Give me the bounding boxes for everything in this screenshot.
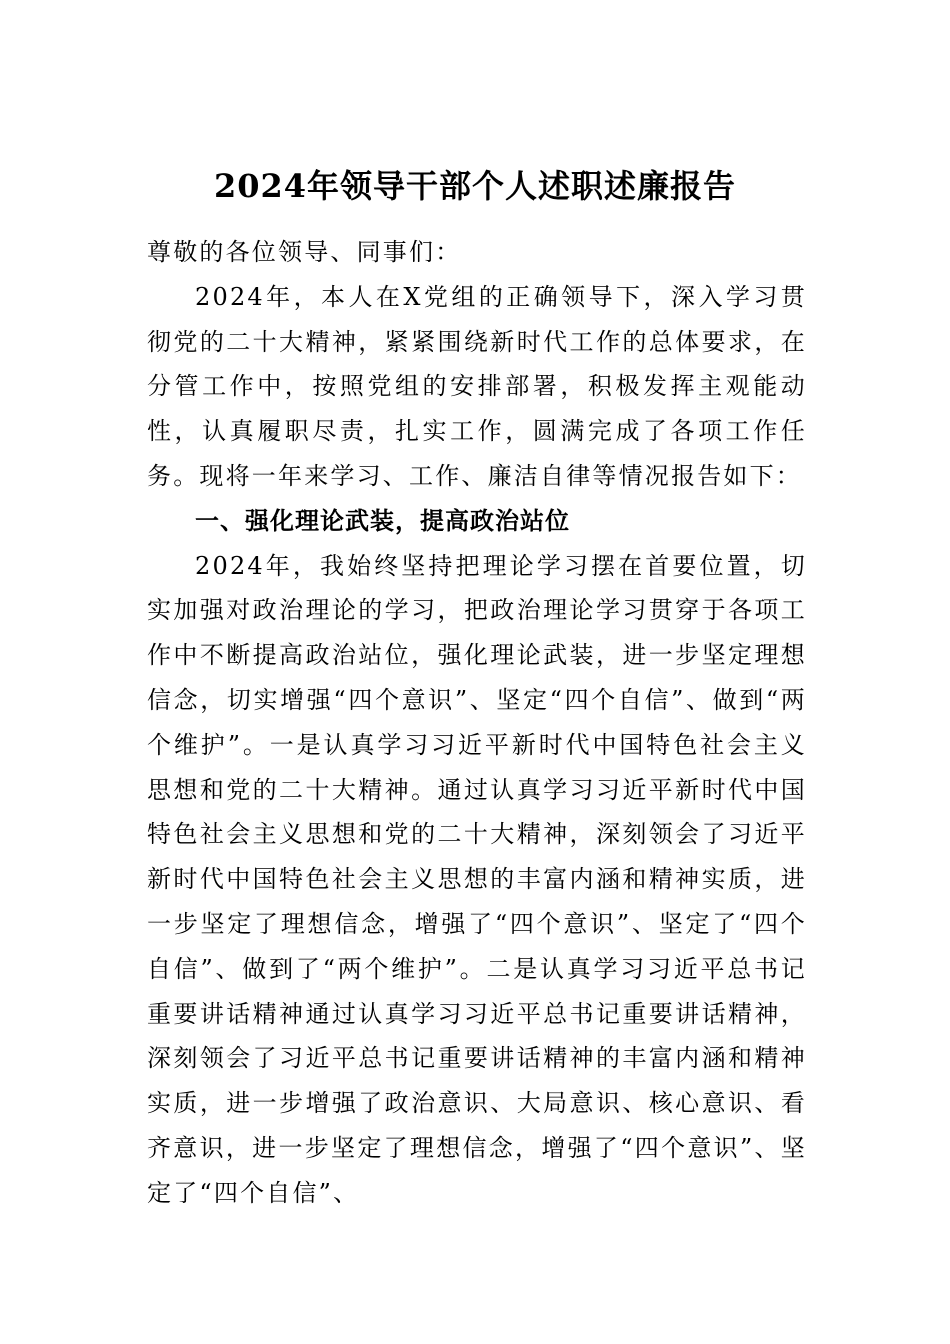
salutation: 尊敬的各位领导、同事们： (147, 238, 462, 266)
document-title: 2024年领导干部个人述职述廉报告 (213, 167, 737, 205)
section-heading: 一、强化理论武装，提高政治站位 (195, 506, 570, 535)
intro-paragraph: 2024年，本人在X党组的正确领导下，深入学习贯彻党的二十大精神，紧紧围绕新时代工作的总体要求，在分管工作中，按照党组的安排部署，积极发挥主观能动性，认真履职尽责，扎实工作，圆满完成了各项工作任务。现将一年来学习、工作、廉洁自律等情况报告如下： (147, 282, 807, 490)
section-paragraph: 2024年，我始终坚持把理论学习摆在首要位置，切实加强对政治理论的学习，把政治理论学习贯穿于各项工作中不断提高政治站位，强化理论武装，进一步坚定理想信念，切实增强“四个意识”、坚定“四个自信”、做到“两个维护”。一是认真学习习近平新时代中国特色社会主义思想和党的二十大精神。通过认真学习习近平新时代中国特色社会主义思想和党的二十大精神，深刻领会了习近平新时代中国特色社会主义思想的丰富内涵和精神实质，进一步坚定了理想信念，增强了“四个意识”、坚定了“四个自信”、做到了“两个维护”。二是认真学习习近平总书记重要讲话精神通过认真学习习近平总书记重要讲话精神，深刻领会了习近平总书记重要讲话精神的丰富内涵和精神实质，进一步增强了政治意识、大局意识、核心意识、看齐意识，进一步坚定了理想信念，增强了“四个意识”、坚定了“四个自信”、 (147, 551, 807, 1207)
document-body (147, 230, 807, 1216)
